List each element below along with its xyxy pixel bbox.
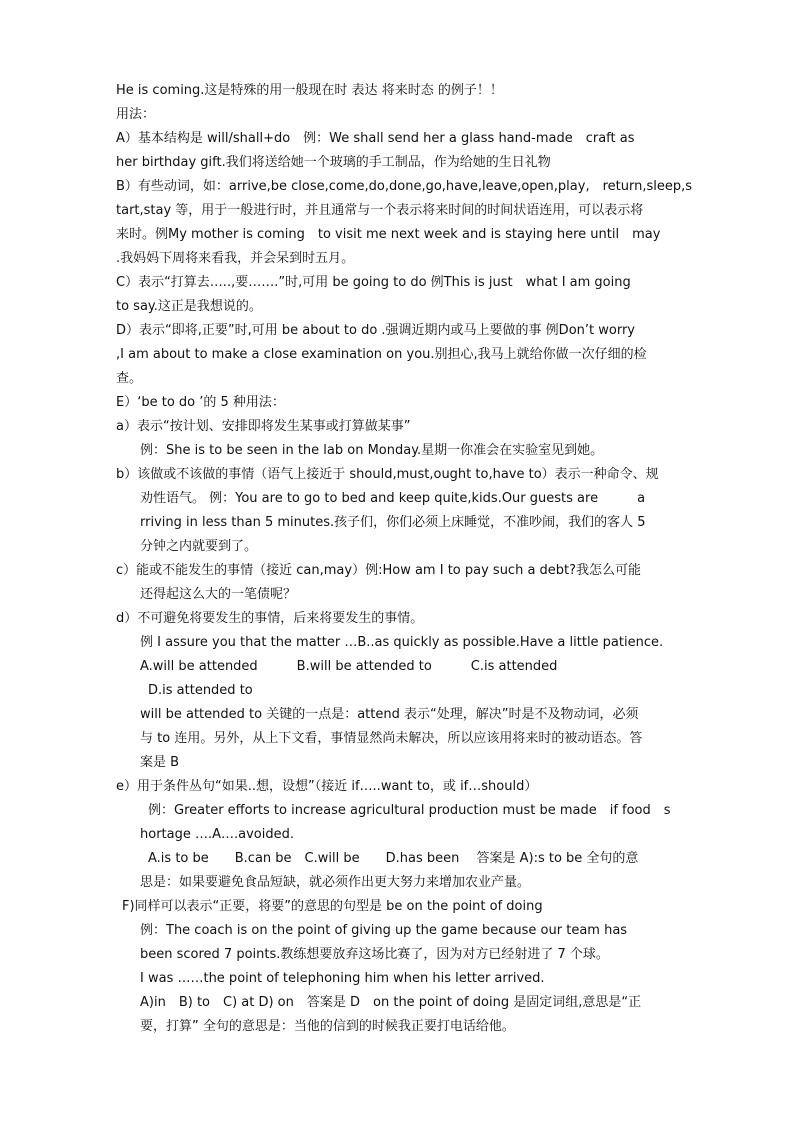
- text-line: will be attended to 关键的一点是：attend 表示“处理，解决”时是不及物动词，必须: [140, 707, 639, 722]
- text-line: c）能或不能发生的事情（接近 can,may）例:How am I to pay such a debt?我怎么可能: [116, 563, 642, 578]
- text-line: .我妈妈下周将来看我，并会呆到时五月。: [116, 251, 355, 266]
- text-line: D）表示“即将,正要”时,可用 be about to do .强调近期内或马上要做的事 例Don’t worry: [116, 323, 635, 338]
- text-line: d）不可避免将要发生的事情，后来将要发生的事情。: [116, 611, 424, 626]
- text-line: hortage ….A….avoided.: [140, 827, 295, 842]
- text-line: b）该做或不该做的事情（语气上接近于 should,must,ought to,have to）表示一种命令、规: [116, 467, 659, 482]
- text-line: He is coming.这是特殊的用一般现在时 表达 将来时态 的例子！！: [116, 83, 503, 98]
- text-line: 例：She is to be seen in the lab on Monday.星期一你准会在实验室见到她。: [140, 443, 604, 458]
- text-line: 劝性语气。 例：You are to go to bed and keep quite,kids.Our guests are a: [140, 491, 646, 506]
- text-line: 例 I assure you that the matter …B..as quickly as possible.Have a little patience.: [140, 635, 664, 650]
- text-line: a）表示“按计划、安排即将发生某事或打算做某事”: [116, 419, 411, 434]
- text-line: E）‘be to do ’的 5 种用法：: [116, 395, 285, 410]
- text-line: 用法：: [116, 107, 156, 122]
- text-line: 查。: [116, 371, 143, 386]
- text-line: 案是 B: [140, 755, 180, 770]
- text-line: 例：Greater efforts to increase agricultural production must be made if food s: [148, 803, 671, 818]
- text-line: A)in B) to C) at D) on 答案是 D on the point of doing 是固定词组,意思是“正: [140, 995, 642, 1010]
- text-line: D.is attended to: [148, 683, 253, 698]
- text-line: 来时。例My mother is coming to visit me next week and is staying here until may: [116, 227, 661, 242]
- text-line: tart,stay 等，用于一般进行时，并且通常与一个表示将来时间的时间状语连用，可以表示将: [116, 203, 644, 218]
- text-line: A.is to be B.can be C.will be D.has been 答案是 A):s to be 全句的意: [148, 851, 639, 866]
- text-line: ,I am about to make a close examination on you.别担心,我马上就给你做一次仔细的检: [116, 347, 647, 362]
- text-line: 要，打算” 全句的意思是：当他的信到的时候我正要打电话给他。: [140, 1019, 515, 1034]
- text-line: rriving in less than 5 minutes.孩子们，你们必须上床睡觉，不准吵闹，我们的客人 5: [140, 515, 646, 530]
- text-line: F)同样可以表示“正要，将要”的意思的句型是 be on the point of doing: [122, 899, 543, 914]
- text-line: 思是：如果要避免食品短缺，就必须作出更大努力来增加农业产量。: [140, 875, 531, 890]
- text-line: I was ……the point of telephoning him when his letter arrived.: [140, 971, 545, 986]
- text-line: to say.这正是我想说的。: [116, 299, 262, 314]
- text-line: A.will be attended B.will be attended to C.is attended: [140, 659, 558, 674]
- text-line: A）基本结构是 will/shall+do 例：We shall send her a glass hand-made craft as: [116, 131, 635, 146]
- text-line: been scored 7 points.教练想要放弃这场比赛了，因为对方已经射进了 7 个球。: [140, 947, 609, 962]
- text-line: 分钟之内就要到了。: [140, 539, 258, 554]
- text-line: e）用于条件丛句“如果..想，设想”（接近 if…..want to，或 if…should）: [116, 779, 538, 794]
- text-line: 与 to 连用。另外，从上下文看，事情显然尚未解决，所以应该用将来时的被动语态。答: [140, 731, 643, 746]
- text-line: B）有些动词，如：arrive,be close,come,do,done,go,have,leave,open,play, return,sleep,s: [116, 179, 693, 194]
- text-line: her birthday gift.我们将送给她一个玻璃的手工制品，作为给她的生日礼物: [116, 155, 551, 170]
- text-line: 还得起这么大的一笔债呢？: [140, 587, 297, 602]
- text-line: 例：The coach is on the point of giving up the game because our team has: [140, 923, 628, 938]
- text-line: C）表示“打算去…..,要…….”时,可用 be going to do 例This is just what I am going: [116, 275, 631, 290]
